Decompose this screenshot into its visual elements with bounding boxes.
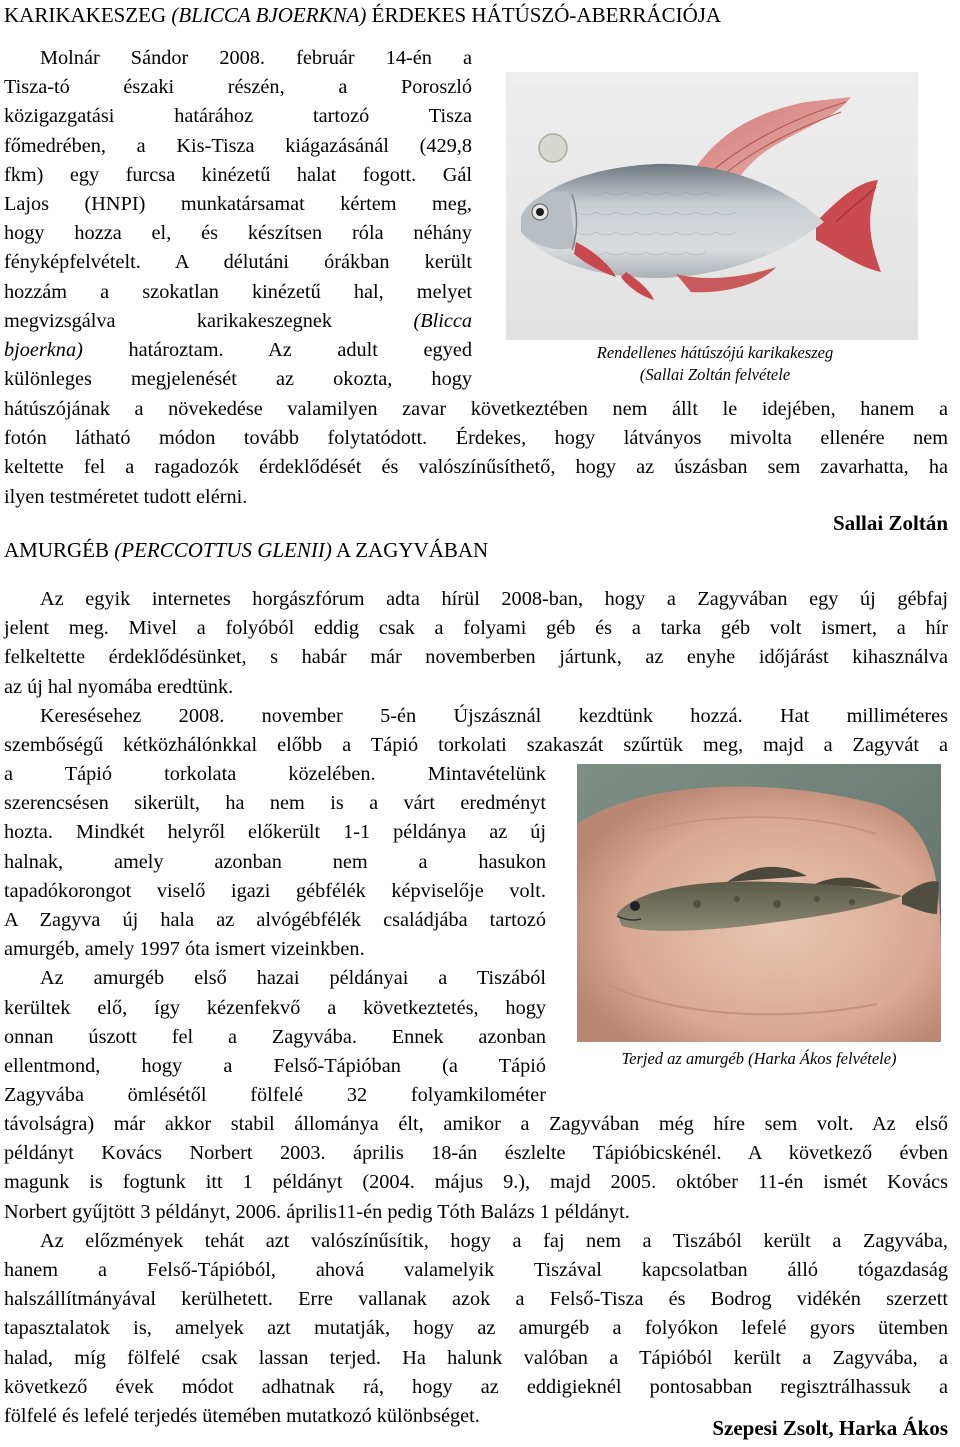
article2-title (4, 535, 488, 565)
text-line: felkeltette érdeklődésünket, s habár már novemberben jártunk, az enyhe időjárást kihasználva (4, 646, 948, 669)
text-line: halad, míg fölfelé csak lassan terjed. Ha halunk valóban a Tápióból került a Zagyvába, a (4, 1346, 948, 1369)
text-line: távolságra) már akkor stabil állománya élt, amikor a Zagyvában még híre sem volt. Az első (4, 1113, 948, 1135)
text-line: ilyen testméretet tudott elérni. (4, 485, 248, 508)
text-line: Molnár Sándor 2008. február 14-én a (40, 47, 472, 69)
text-line: onnan úszott fel a Zagyvába. Ennek azonban (4, 1025, 546, 1048)
text-line: a Tápió torkolata közelében. Mintavételünk (4, 763, 546, 785)
text-line: hozzám a szokatlan kinézetű hal, melyet (4, 280, 472, 303)
text-line: Az előzmények tehát azt valószínűsítik, hogy a faj nem a Tiszából került a Zagyvába, (40, 1229, 948, 1252)
text-line: fkm) egy furcsa kinézetű halat fogott. Gál (4, 163, 472, 186)
text-line: kerültek elő, így kézenfekvő a következtetés, hogy (4, 996, 546, 1019)
text-line: az új hal nyomába eredtünk. (4, 675, 234, 698)
text-line: hanem a Felső-Tápióból, ahová valamelyik Tiszával kapcsolatban álló tógazdaság (4, 1259, 948, 1281)
article1-title-plain: KARIKAKESZEG (4, 3, 172, 27)
article2-signature: Szepesi Zsolt, Harka Ákos (712, 1416, 948, 1440)
text-line: Az amurgéb első hazai példányai a Tiszából (40, 967, 546, 990)
goby-photo-caption: Terjed az amurgéb (Harka Ákos felvétele) (621, 1049, 897, 1068)
text-line: Lajos (HNPI) munkatársamat kértem meg, (4, 193, 472, 215)
bream-caption-line1: Rendellenes hátúszójú karikakeszeg (596, 343, 834, 362)
text-line: Keresésehez 2008. november 5-én Újszásznál kezdtünk hozzá. Hat milliméteres (40, 704, 948, 727)
text-line: magunk is fogtunk itt 1 példányt (2004. május 9.), majd 2005. október 11-én ismét Kovács (4, 1171, 948, 1194)
text-line: halnak, amely azonban nem a hasukon (4, 850, 546, 873)
text-line: hozta. Mindkét helyről előkerült 1-1 példánya az új (4, 821, 546, 844)
article1-title-species: (BLICCA BJOERKNA) (171, 3, 367, 27)
article2-title-plain: AMURGÉB (4, 538, 115, 562)
bream-photo-graphic (506, 72, 918, 340)
text-line: szerencsésen sikerült, ha nem is a várt eredményt (4, 792, 546, 815)
text-line: Zagyvába ömlésétől fölfelé 32 folyamkilométer (4, 1084, 546, 1107)
text-line: fotón látható módon tovább folytatódott. Érdekes, hogy látványos mivolta ellenére nem (4, 427, 948, 450)
text-line: halszállítmányával kerülhetett. Erre vallanak azok a Felső-Tisza és Bodrog vidékén szerzett (4, 1288, 948, 1311)
text-line: szembőségű kétközhálónkkal előbb a Tápió torkolati szakaszát szűrtük meg, majd a Zagyvát a (4, 734, 948, 756)
text-line: példányt Kovács Norbert 2003. április 18-án észlelte Tápióbicskénél. A következő évben (4, 1142, 948, 1165)
text-line: következő évek módot adhatnak rá, hogy az eddigieknél pontosabban regisztrálhassuk a (4, 1375, 948, 1398)
text-line: keltette fel a ragadozók érdeklődését és valószínűsíthető, hogy az úszásban sem zavarhatta, ha (4, 456, 948, 479)
text-line: megvizsgálva karikakeszegnek (Blicca (4, 309, 472, 332)
text-line: A Zagyva új hala az alvógébfélék családjába tartozó (4, 909, 546, 931)
text-line: fölfelé és lefelé terjedés ütemében mutatkozó különbséget. (4, 1405, 480, 1427)
goby-photo (577, 764, 941, 1042)
species-bjoerkna: bjoerkna) (4, 339, 129, 361)
article2-title-rest: A ZAGYVÁBAN (331, 538, 489, 562)
article1-title (4, 0, 721, 30)
text-line: Az egyik internetes horgászfórum adta hírül 2008-ban, hogy a Zagyvában egy új gébfaj (40, 588, 948, 610)
text-line: különleges megjelenését az okozta, hogy (4, 368, 472, 391)
text-line: Norbert gyűjtött 3 példányt, 2006. április11-én pedig Tóth Balázs 1 példányt. (4, 1200, 630, 1223)
bream-photo-caption (520, 342, 910, 386)
text-line: ellentmond, hogy a Felső-Tápióban (a Tápió (4, 1055, 546, 1077)
text-line: fényképfelvételt. A délutáni órákban került (4, 251, 472, 274)
text-line: tapasztalatok is, amelyek azt mutatják, hogy az amurgéb a folyókon lefelé gyors ütemben (4, 1317, 948, 1340)
species-blicca: (Blicca (332, 309, 472, 332)
text-line: tapadókorongot viselő igazi gébfélék képviselője volt. (4, 879, 546, 902)
bream-photo (506, 72, 918, 340)
text-line: Tisza-tó északi részén, a Poroszló (4, 76, 472, 99)
text-line: hogy hozza el, és készítsen róla néhány (4, 222, 472, 245)
text-line: jelent meg. Mivel a folyóból eddig csak a folyami géb és a tarka géb volt ismert, a hír (4, 617, 948, 640)
text-line: közigazgatási határához tartozó Tisza (4, 105, 472, 128)
article2-title-species: (PERCCOTTUS GLENII) (114, 538, 332, 562)
text-line: amurgéb, amely 1997 óta ismert vizeinkben. (4, 938, 365, 961)
article1-title-rest: ÉRDEKES HÁTÚSZÓ-ABERRÁCIÓJA (366, 3, 722, 27)
goby-photo-graphic (577, 764, 941, 1042)
text-line: főmedrében, a Kis-Tisza kiágazásánál (429,8 (4, 134, 472, 157)
text-line: bjoerkna) határoztam. Az adult egyed (4, 339, 472, 361)
text-line: hátúszójának a növekedése valamilyen zavar következtében nem állt le idejében, hanem a (4, 398, 948, 420)
article1-signature: Sallai Zoltán (833, 511, 948, 535)
bream-caption-line2: (Sallai Zoltán felvétele (639, 365, 791, 384)
